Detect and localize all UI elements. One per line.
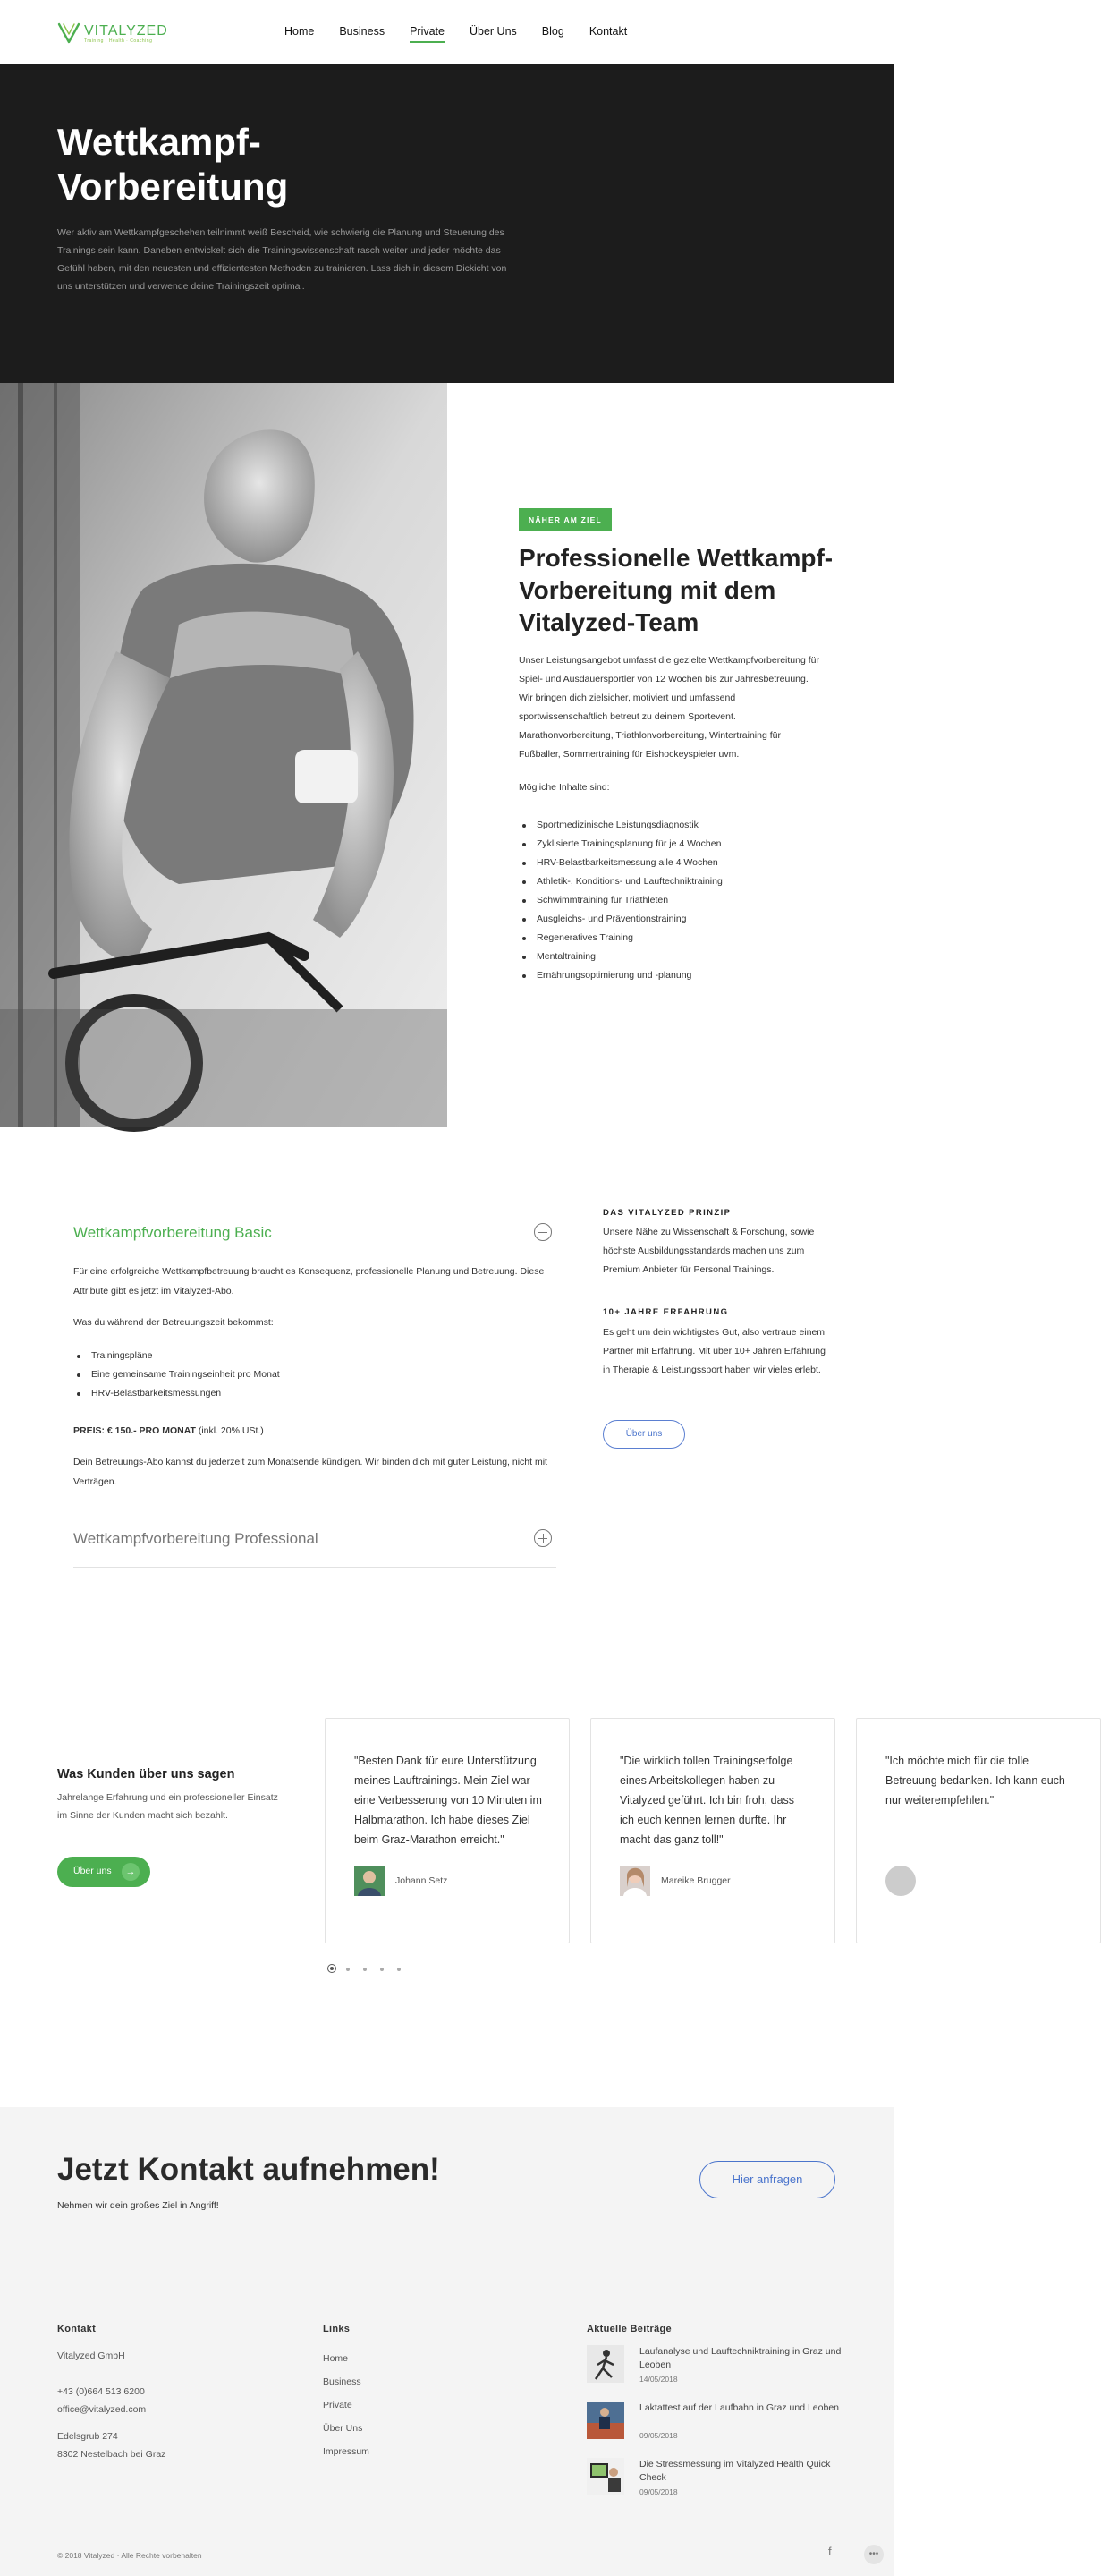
post-thumbnail [587,2458,624,2495]
hero-text: Wer aktiv am Wettkampfgeschehen teilnimmt weiß Bescheid, wie schwierig die Planung und Steuerung des Trainings sein kann. Daneben entwickelt sich die Trainingswissenschaft rasch weiter und jeder möchte das Gefühl haben, mit den neuesten und effizientesten Methoden zu trainieren. Lass dich in diesem Dickicht von uns unterstützen und verwende deine Trainingszeit optimal. [57,227,507,292]
testimonials-heading: Was Kunden über uns sagen [57,1767,235,1781]
post-title: Laktattest auf der Laufbahn in Graz und Leoben [639,2402,839,2413]
list-item: Ernährungsoptimierung und -planung [519,966,823,985]
nav-home[interactable]: Home [284,25,315,38]
recent-post[interactable] [587,2345,846,2386]
main-menu [284,25,652,43]
accordion-basic-price [73,1421,556,1441]
footer-company: Vitalyzed GmbH [57,2351,125,2361]
about-us-green-button[interactable] [57,1857,150,1887]
facebook-icon[interactable]: f [828,2545,832,2558]
testimonial-quote: "Ich möchte mich für die tolle Betreuung bedanken. Ich kann euch nur weiterempfehlen." [885,1755,1065,1807]
list-item: Schwimmtraining für Triathleten [519,891,823,910]
accordion-basic-intro: Für eine erfolgreiche Wettkampfbetreuung braucht es Konsequenz, professionelle Planung und Betreuung. Diese Attribute gibt es jetzt im Vitalyzed-Abo. [73,1266,545,1297]
list-item: Regeneratives Training [519,929,823,948]
testimonials-subtext: Jahrelange Erfahrung und ein professioneller Einsatz im Sinne der Kunden macht sich bezahlt. [57,1792,278,1821]
nav-ueber-uns[interactable]: Über Uns [469,25,517,38]
carousel-dot[interactable] [380,1968,384,1971]
collapse-icon[interactable] [534,1223,552,1241]
experience-text: Es geht um dein wichtigstes Gut, also vertraue einem Partner mit Erfahrung. Mit über 10+ Jahren Erfahrung in Therapie & Leistungssport haben wir vieles erlebt. [603,1327,826,1375]
copyright: © 2018 Vitalyzed · Alle Rechte vorbehalten [57,2551,202,2560]
testimonial-quote: "Besten Dank für eure Unterstützung meines Lauftrainings. Mein Ziel war eine Verbesserung von 10 Minuten im Halbmarathon. Ich habe dieses Ziel beim Graz-Marathon erreicht." [354,1755,542,1846]
site-header [0,0,894,64]
site-footer [0,2297,894,2576]
footer-posts-heading: Aktuelle Beiträge [587,2324,672,2334]
footer-link-impressum[interactable]: Impressum [323,2446,369,2457]
logo-v-icon [57,21,80,45]
principle-heading: DAS VITALYZED PRINZIP [603,1208,732,1218]
experience-heading: 10+ JAHRE ERFAHRUNG [603,1307,729,1317]
recent-post[interactable] [587,2402,846,2443]
nav-business[interactable]: Business [339,25,385,38]
accordion-divider [73,1567,556,1568]
list-item: Mentaltraining [519,948,823,966]
accordion-basic-list-heading: Was du während der Betreuungszeit bekommst: [73,1317,274,1328]
cta-subtext: Nehmen wir dein großes Ziel in Angriff! [57,2200,219,2211]
carousel-dot[interactable] [346,1968,350,1971]
footer-phone[interactable]: +43 (0)664 513 6200 [57,2386,145,2397]
cyclist-photo [0,383,447,1127]
avatar [354,1866,385,1896]
post-thumbnail [587,2402,624,2439]
carousel-dot[interactable] [327,1964,336,1973]
list-item: HRV-Belastbarkeitsmessungen [73,1384,280,1403]
post-date: 14/05/2018 [639,2375,678,2384]
carousel-dot[interactable] [397,1968,401,1971]
hero-title: Wettkampf-Vorbereitung [57,121,289,208]
footer-contact-heading: Kontakt [57,2324,97,2334]
avatar [620,1866,650,1896]
cyclist-image [0,383,447,1127]
button-label: Über uns [73,1866,112,1876]
nav-private[interactable]: Private [410,25,445,43]
feature-list [519,816,823,985]
logo[interactable] [57,21,168,45]
footer-email[interactable]: office@vitalyzed.com [57,2404,147,2415]
footer-link-private[interactable]: Private [323,2400,352,2410]
carousel-dot[interactable] [363,1968,367,1971]
nav-blog[interactable]: Blog [541,25,564,38]
avatar [885,1866,916,1896]
testimonial-card [590,1718,835,1943]
feature-body: Unser Leistungsangebot umfasst die gezielte Wettkampfvorbereitung für Spiel- und Ausdauersportler von 12 Wochen bis zur Jahresbetreuung. Wir bringen dich zielsicher, motiviert und umfassend sportwissenschaftlich betreut zu deinem Sportevent. Marathonvorbereitung, Triathlonvorbereitung, Wintertraining für Fußballer, Sommertraining für Eishockeyspieler uvm. [519,655,819,760]
accordion-professional-title[interactable]: Wettkampfvorbereitung Professional [73,1530,318,1547]
testimonial-card [325,1718,570,1943]
footer-link-home[interactable]: Home [323,2353,349,2364]
principle-text: Unsere Nähe zu Wissenschaft & Forschung, sowie höchste Ausbildungsstandards machen uns zum Premium Anbieter für Personal Trainings. [603,1227,815,1275]
nav-kontakt[interactable]: Kontakt [589,25,628,38]
logo-tagline: Training · Health · Coaching [84,38,153,44]
list-item: Sportmedizinische Leistungsdiagnostik [519,816,823,835]
list-item: Ausgleichs- und Präventionstraining [519,910,823,929]
footer-link-business[interactable]: Business [323,2376,361,2387]
accordion-basic-outro: Dein Betreuungs-Abo kannst du jederzeit zum Monatsende kündigen. Wir binden dich mit guter Leistung, nicht mit Verträgen. [73,1457,547,1487]
list-item: Trainingspläne [73,1347,280,1365]
contact-cta [0,2107,894,2297]
more-icon[interactable]: ••• [864,2545,884,2564]
feature-subheading: Mögliche Inhalte sind: [519,782,610,793]
post-title: Laufanalyse und Lauftechniktraining in Graz und Leoben [639,2346,842,2370]
price-label: PREIS: € 150.- PRO MONAT [73,1425,196,1436]
post-date: 09/05/2018 [639,2487,678,2496]
about-us-button[interactable]: Über uns [603,1420,685,1449]
post-title: Die Stressmessung im Vitalyzed Health Quick Check [639,2459,831,2483]
list-item: HRV-Belastbarkeitsmessung alle 4 Wochen [519,854,823,872]
cta-title: Jetzt Kontakt aufnehmen! [57,2152,440,2187]
feature-badge: NÄHER AM ZIEL [519,508,612,531]
list-item: Athletik-, Konditions- und Lauftechniktraining [519,872,823,891]
testimonial-quote: "Die wirklich tollen Trainingserfolge eines Arbeitskollegen haben zu Vitalyzed geführt. Ich bin froh, dass ich euch kennen lernen durfte. Ihr macht das ganz toll!" [620,1755,795,1846]
post-date: 09/05/2018 [639,2431,678,2440]
list-item: Zyklisierte Trainingsplanung für je 4 Wochen [519,835,823,854]
footer-links [323,2347,369,2463]
accordion-basic-title[interactable]: Wettkampfvorbereitung Basic [73,1224,272,1241]
accordion-basic-list [73,1347,280,1403]
request-button[interactable]: Hier anfragen [699,2161,835,2198]
expand-icon[interactable] [534,1529,552,1547]
footer-street: Edelsgrub 274 [57,2431,118,2442]
footer-links-heading: Links [323,2324,351,2334]
arrow-right-icon: → [122,1863,140,1881]
price-note: (inkl. 20% USt.) [195,1425,264,1436]
carousel-pagination [327,1964,408,1975]
hero-section [0,64,894,383]
testimonial-card [856,1718,1101,1943]
post-thumbnail [587,2345,624,2383]
testimonial-name: Johann Setz [395,1875,448,1886]
testimonial-name: Mareike Brugger [661,1875,731,1886]
footer-city: 8302 Nestelbach bei Graz [57,2449,166,2460]
list-item: Eine gemeinsame Trainingseinheit pro Monat [73,1365,280,1384]
feature-title: Professionelle Wettkampf-Vorbereitung mit dem Vitalyzed-Team [519,544,834,636]
recent-post[interactable] [587,2458,846,2499]
footer-link-ueber-uns[interactable]: Über Uns [323,2423,363,2434]
logo-wordmark: VITALYZED [84,23,168,38]
